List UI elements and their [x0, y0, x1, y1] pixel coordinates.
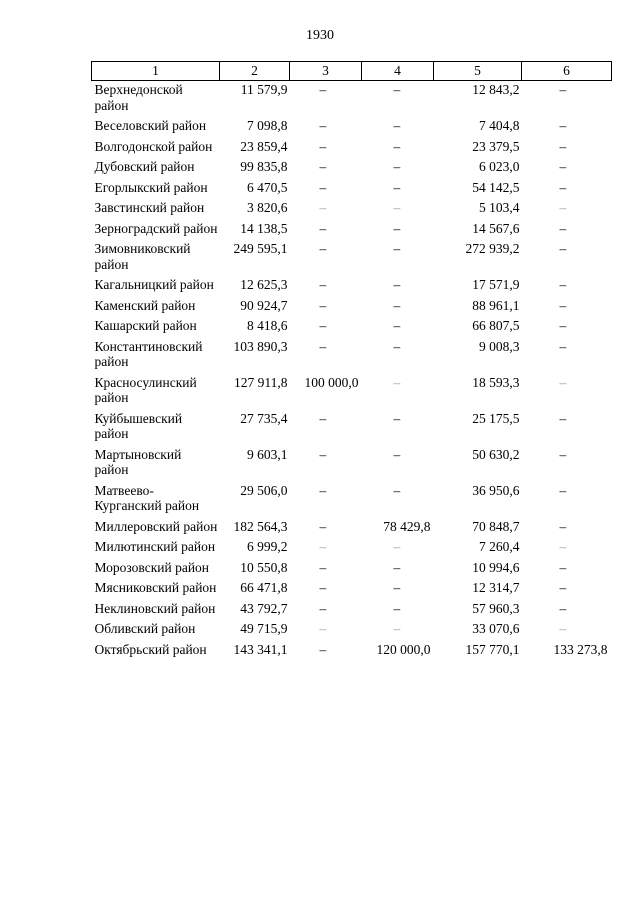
- empty-value-cell: –: [393, 179, 401, 195]
- district-name-cell: Кагальницкий район: [94, 277, 214, 292]
- empty-value-cell: –: [559, 159, 567, 174]
- empty-value-cell: –: [393, 200, 401, 215]
- empty-value-cell: –: [559, 374, 567, 390]
- district-name-cell: Веселовский район: [94, 118, 207, 133]
- district-name-cell: Октябрьский район: [94, 641, 207, 657]
- amount-cell: 12 314,7: [472, 580, 520, 595]
- empty-value-cell: –: [559, 82, 567, 97]
- empty-value-cell: –: [393, 482, 401, 498]
- amount-cell: 57 960,3: [472, 600, 520, 616]
- empty-value-cell: –: [393, 220, 401, 236]
- empty-value-cell: –: [393, 621, 401, 636]
- empty-value-cell: –: [319, 559, 327, 575]
- page-number: 1930: [306, 28, 334, 43]
- amount-cell: 157 770,1: [465, 641, 520, 657]
- district-name-cell: Егорлыкский район: [94, 179, 208, 195]
- district-name-cell: Каменский район: [94, 297, 196, 313]
- empty-value-cell: –: [393, 318, 401, 333]
- empty-value-cell: –: [319, 241, 327, 256]
- district-name-cell: Зерноградский район: [94, 220, 218, 236]
- empty-value-cell: –: [559, 220, 567, 236]
- amount-cell: 14 138,5: [240, 220, 288, 236]
- empty-value-cell: –: [319, 641, 327, 657]
- amount-cell: 66 807,5: [472, 318, 520, 333]
- empty-value-cell: –: [559, 600, 567, 616]
- amount-cell: 11 579,9: [240, 82, 288, 97]
- table-row: [92, 538, 612, 559]
- empty-value-cell: –: [559, 277, 567, 292]
- amount-cell: 29 506,0: [240, 482, 288, 498]
- empty-value-cell: –: [393, 118, 401, 133]
- table-row: [92, 240, 612, 276]
- amount-cell: 23 859,4: [240, 138, 288, 154]
- amount-cell: 249 595,1: [233, 241, 288, 256]
- amount-cell: 17 571,9: [472, 277, 520, 292]
- amount-cell: 23 379,5: [472, 138, 520, 154]
- column-header-3: 3: [290, 62, 362, 81]
- amount-cell: 8 418,6: [247, 318, 288, 333]
- amount-cell: 103 890,3: [233, 338, 288, 354]
- amount-cell: 7 260,4: [479, 539, 520, 554]
- column-header-2: 2: [220, 62, 290, 81]
- table-row: [92, 276, 612, 297]
- amount-cell: 9 008,3: [479, 338, 520, 354]
- table-row: [92, 158, 612, 179]
- table-row: [92, 518, 612, 539]
- empty-value-cell: –: [319, 600, 327, 616]
- empty-value-cell: –: [393, 241, 401, 256]
- empty-value-cell: –: [319, 539, 327, 554]
- amount-cell: 272 939,2: [465, 241, 520, 256]
- empty-value-cell: –: [559, 410, 567, 426]
- empty-value-cell: –: [559, 338, 567, 354]
- amount-cell: 88 961,1: [472, 297, 520, 313]
- amount-cell: 49 715,9: [240, 621, 288, 636]
- empty-value-cell: –: [393, 539, 401, 554]
- amount-cell: 143 341,1: [233, 641, 288, 657]
- empty-value-cell: –: [559, 446, 567, 462]
- district-name-cell: Неклиновский район: [94, 600, 216, 616]
- table-row: [92, 410, 612, 446]
- district-name-cell: Красносулинский район: [94, 374, 197, 405]
- column-header-4: 4: [362, 62, 434, 81]
- amount-cell: 120 000,0: [376, 641, 431, 657]
- table-body: [92, 81, 612, 662]
- amount-cell: 10 550,8: [240, 559, 288, 575]
- column-header-6: 6: [522, 62, 612, 81]
- empty-value-cell: –: [393, 277, 401, 292]
- empty-value-cell: –: [393, 138, 401, 154]
- amount-cell: 50 630,2: [472, 446, 520, 462]
- table-row: [92, 374, 612, 410]
- empty-value-cell: –: [319, 297, 327, 313]
- table-row: [92, 179, 612, 200]
- amount-cell: 5 103,4: [479, 200, 520, 215]
- empty-value-cell: –: [319, 220, 327, 236]
- empty-value-cell: –: [319, 159, 327, 174]
- column-header-5: 5: [434, 62, 522, 81]
- district-name-cell: Дубовский район: [94, 159, 195, 174]
- empty-value-cell: –: [319, 200, 327, 215]
- empty-value-cell: –: [393, 446, 401, 462]
- amount-cell: 70 848,7: [472, 518, 520, 534]
- amount-cell: 25 175,5: [472, 410, 520, 426]
- empty-value-cell: –: [319, 179, 327, 195]
- empty-value-cell: –: [559, 580, 567, 595]
- district-name-cell: Милютинский район: [94, 539, 216, 554]
- amount-cell: 182 564,3: [233, 518, 288, 534]
- district-name-cell: Константиновский район: [94, 338, 203, 369]
- amount-cell: 9 603,1: [247, 446, 288, 462]
- amount-cell: 3 820,6: [247, 200, 288, 215]
- empty-value-cell: –: [559, 118, 567, 133]
- district-name-cell: Завстинский район: [94, 200, 205, 215]
- empty-value-cell: –: [393, 374, 401, 390]
- table-row: [92, 199, 612, 220]
- empty-value-cell: –: [319, 580, 327, 595]
- empty-value-cell: –: [393, 600, 401, 616]
- empty-value-cell: –: [393, 580, 401, 595]
- table-row: [92, 641, 612, 662]
- amount-cell: 43 792,7: [240, 600, 288, 616]
- amount-cell: 6 470,5: [247, 179, 288, 195]
- table-row: [92, 600, 612, 621]
- empty-value-cell: –: [559, 539, 567, 554]
- district-name-cell: Волгодонской район: [94, 138, 213, 154]
- empty-value-cell: –: [559, 200, 567, 215]
- amount-cell: 133 273,8: [553, 641, 608, 657]
- empty-value-cell: –: [319, 518, 327, 534]
- empty-value-cell: –: [559, 482, 567, 498]
- table-row: [92, 297, 612, 318]
- amount-cell: 10 994,6: [472, 559, 520, 575]
- header-row: [92, 62, 612, 81]
- empty-value-cell: –: [559, 297, 567, 313]
- amount-cell: 12 843,2: [472, 82, 520, 97]
- amount-cell: 6 023,0: [479, 159, 520, 174]
- empty-value-cell: –: [393, 82, 401, 97]
- table-row: [92, 338, 612, 374]
- table-row: [92, 117, 612, 138]
- district-name-cell: Мясниковский район: [94, 580, 217, 595]
- amount-cell: 78 429,8: [383, 518, 431, 534]
- amount-cell: 66 471,8: [240, 580, 288, 595]
- amount-cell: 6 999,2: [247, 539, 288, 554]
- table-row: [92, 559, 612, 580]
- table-row: [92, 446, 612, 482]
- amount-cell: 127 911,8: [234, 374, 288, 390]
- empty-value-cell: –: [559, 518, 567, 534]
- empty-value-cell: –: [319, 82, 327, 97]
- budget-table: [91, 61, 612, 661]
- district-name-cell: Кашарский район: [94, 318, 197, 333]
- empty-value-cell: –: [559, 138, 567, 154]
- empty-value-cell: –: [393, 159, 401, 174]
- amount-cell: 27 735,4: [240, 410, 288, 426]
- empty-value-cell: –: [393, 338, 401, 354]
- empty-value-cell: –: [319, 482, 327, 498]
- empty-value-cell: –: [559, 621, 567, 636]
- empty-value-cell: –: [559, 241, 567, 256]
- table-row: [92, 138, 612, 159]
- column-header-1: 1: [92, 62, 220, 81]
- table-row: [92, 482, 612, 518]
- district-name-cell: Зимовниковский район: [94, 241, 191, 272]
- amount-cell: 12 625,3: [240, 277, 288, 292]
- amount-cell: 54 142,5: [472, 179, 520, 195]
- amount-cell: 18 593,3: [472, 374, 520, 390]
- empty-value-cell: –: [319, 318, 327, 333]
- amount-cell: 99 835,8: [240, 159, 288, 174]
- empty-value-cell: –: [319, 138, 327, 154]
- empty-value-cell: –: [393, 559, 401, 575]
- district-name-cell: Верхнедонской район: [94, 82, 183, 113]
- empty-value-cell: –: [559, 179, 567, 195]
- empty-value-cell: –: [559, 559, 567, 575]
- table-row: [92, 620, 612, 641]
- amount-cell: 36 950,6: [472, 482, 520, 498]
- district-name-cell: Морозовский район: [94, 559, 210, 575]
- amount-cell: 100 000,0: [304, 374, 359, 390]
- empty-value-cell: –: [319, 410, 327, 426]
- district-name-cell: Обливский район: [94, 621, 196, 636]
- empty-value-cell: –: [559, 318, 567, 333]
- empty-value-cell: –: [319, 277, 327, 292]
- amount-cell: 7 404,8: [479, 118, 520, 133]
- amount-cell: 90 924,7: [240, 297, 288, 313]
- empty-value-cell: –: [319, 621, 327, 636]
- table-row: [92, 317, 612, 338]
- table-row: [92, 220, 612, 241]
- amount-cell: 33 070,6: [472, 621, 520, 636]
- empty-value-cell: –: [319, 338, 327, 354]
- table-row: [92, 81, 612, 118]
- amount-cell: 7 098,8: [247, 118, 288, 133]
- district-name-cell: Матвеево-Курганский район: [94, 482, 200, 513]
- empty-value-cell: –: [393, 297, 401, 313]
- district-name-cell: Куйбышевский район: [94, 410, 183, 441]
- empty-value-cell: –: [393, 410, 401, 426]
- district-name-cell: Миллеровский район: [94, 518, 218, 534]
- empty-value-cell: –: [319, 118, 327, 133]
- district-name-cell: Мартыновский район: [94, 446, 182, 477]
- empty-value-cell: –: [319, 446, 327, 462]
- amount-cell: 14 567,6: [472, 220, 520, 236]
- table-row: [92, 579, 612, 600]
